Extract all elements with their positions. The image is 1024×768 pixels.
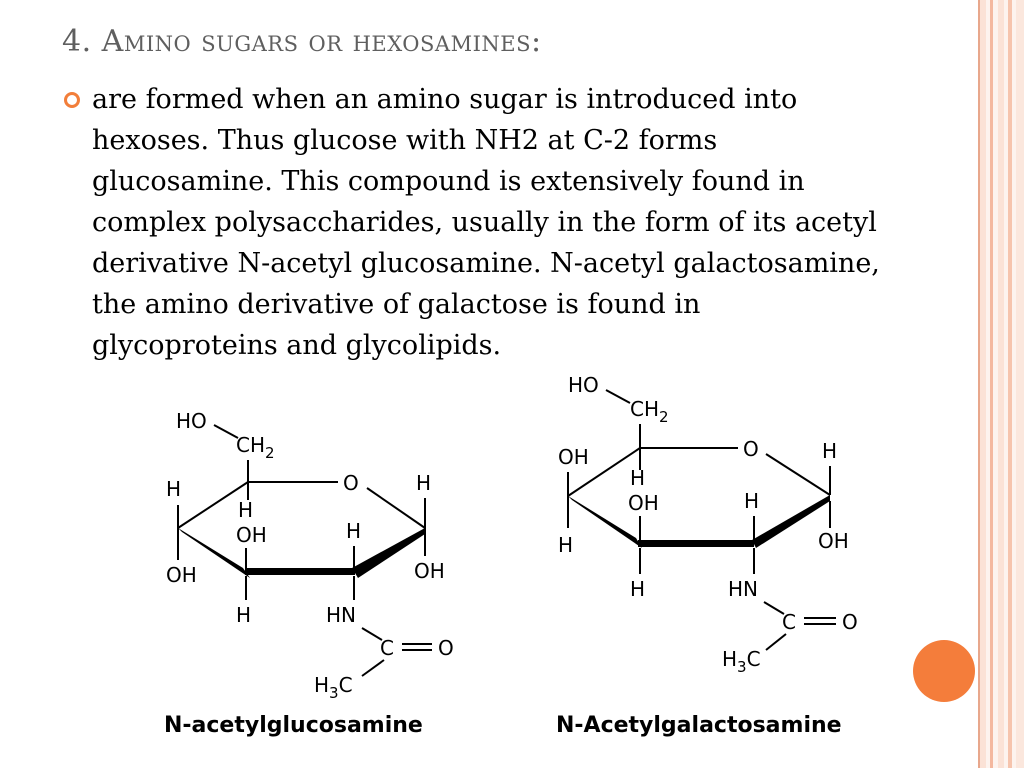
gluc-h-c3-top: H bbox=[238, 498, 254, 522]
gal-oh-c4: OH bbox=[558, 445, 589, 469]
decor-circle bbox=[913, 640, 975, 702]
gluc-ch2-label: $CH_2$ bbox=[236, 433, 275, 462]
gluc-c-label: C bbox=[380, 636, 394, 660]
gal-ho-label: HO bbox=[568, 373, 599, 397]
glucosamine-structure bbox=[164, 409, 454, 738]
gluc-hn-label: HN bbox=[326, 603, 356, 627]
bond bbox=[214, 425, 238, 438]
gal-carbonyl-o: O bbox=[842, 610, 858, 634]
bond bbox=[362, 660, 384, 676]
bold-bond bbox=[638, 540, 754, 547]
gal-caption: N-Acetylgalactosamine bbox=[556, 713, 842, 738]
bond bbox=[766, 634, 786, 650]
gal-oh-c3: OH bbox=[628, 491, 659, 515]
gal-oh-c1: OH bbox=[818, 529, 849, 553]
gluc-h-c3-bottom: H bbox=[236, 603, 252, 627]
slide-title: 4. Amino sugars or hexosamines: bbox=[62, 24, 542, 59]
gluc-ho-label: HO bbox=[176, 409, 207, 433]
gluc-oh-c1: OH bbox=[414, 559, 445, 583]
gal-ch2-label: $CH_2$ bbox=[630, 397, 669, 426]
gluc-h-c1: H bbox=[416, 471, 432, 495]
gluc-h-c2: H bbox=[346, 519, 362, 543]
bond bbox=[362, 628, 382, 640]
gal-h-c3-top: H bbox=[630, 466, 646, 490]
gluc-caption: N-acetylglucosamine bbox=[164, 713, 423, 738]
gluc-carbonyl-o: O bbox=[438, 636, 454, 660]
gal-h-c4: H bbox=[558, 533, 574, 557]
gluc-ring-o-label: O bbox=[343, 471, 359, 495]
galactosamine-structure bbox=[556, 373, 858, 738]
gal-h-c2: H bbox=[744, 489, 760, 513]
gal-ring-o-label: O bbox=[743, 437, 759, 461]
gal-h3c-label: $H_3C$ bbox=[722, 647, 761, 676]
bond bbox=[766, 454, 830, 495]
bond bbox=[764, 602, 784, 614]
gluc-oh-c3: OH bbox=[236, 523, 267, 547]
bond bbox=[606, 390, 630, 403]
gal-c-label: C bbox=[782, 610, 796, 634]
gluc-oh-c4: OH bbox=[166, 563, 197, 587]
gal-hn-label: HN bbox=[728, 577, 758, 601]
gal-h-c1: H bbox=[822, 439, 838, 463]
gluc-h-c4: H bbox=[166, 477, 182, 501]
gluc-h3c-label: $H_3C$ bbox=[314, 673, 353, 702]
gal-h-c3-bottom: H bbox=[630, 577, 646, 601]
bold-bond bbox=[245, 568, 355, 575]
slide-paragraph: are formed when an amino sugar is introduced into hexoses. Thus glucose with NH2 at C-2 forms glucosamine. This compound is extensively found in complex polysaccharides, usually in the form of its acetyl derivative N-acetyl glucosamine. N-acetyl galactosamine, the amino derivative of galactose is found in glycoproteins and glycolipids. bbox=[92, 84, 880, 361]
